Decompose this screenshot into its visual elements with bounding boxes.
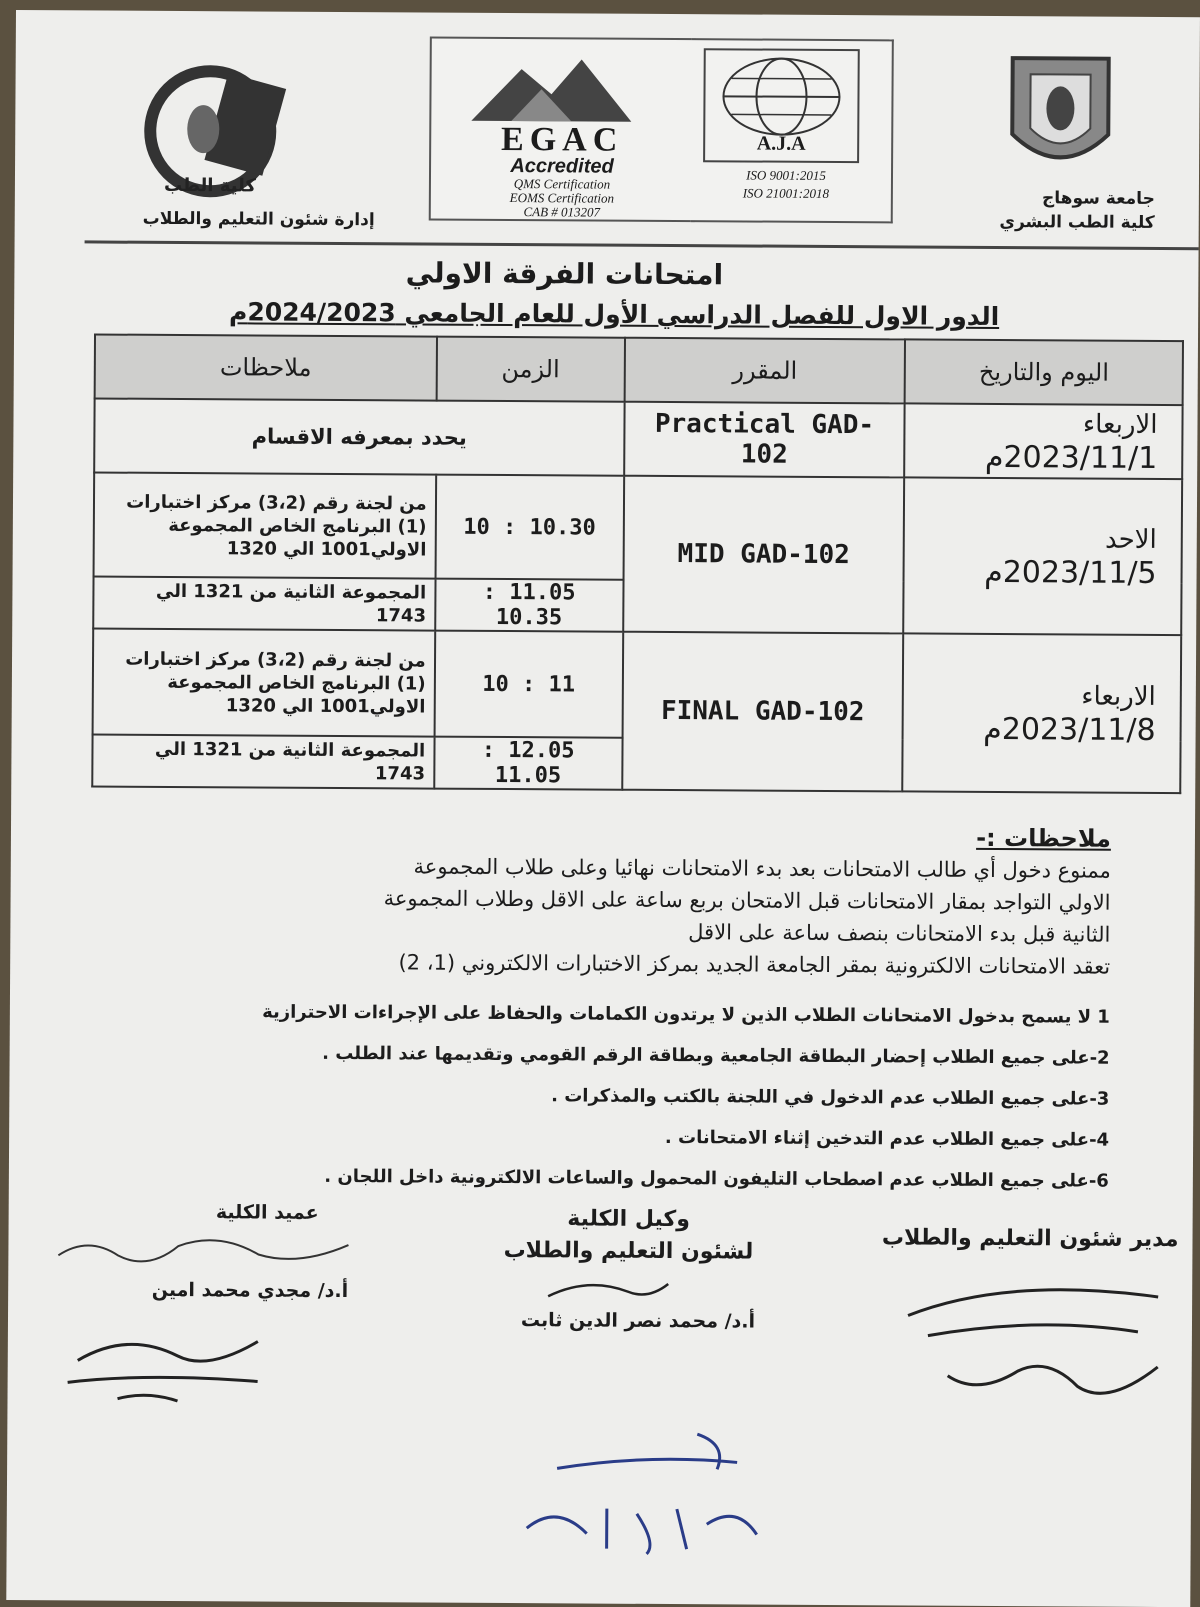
handwritten-initial-middle [538, 1271, 678, 1312]
header-notes: ملاحظات [95, 334, 437, 400]
course-cell: Practical GAD-102 [624, 402, 905, 478]
table-header-row [95, 334, 1183, 405]
aja-certification-logo: A.J.A ISO 9001:2015 ISO 21001:2018 [691, 38, 894, 223]
rule-item: 2-على جميع الطلاب إحضار البطاقة الجامعية وبطاقة الرقم القومي وتقديمها عند الطلب . [322, 1042, 1110, 1069]
time-cell: 11 : 10 [434, 631, 623, 738]
vice-dean-name: أ.د/ محمد نصر الدين ثابت [520, 1309, 756, 1333]
university-seal [1000, 46, 1121, 182]
note-line: تعقد الامتحانات الالكترونية بمقر الجامعة الجديد بمركز الاختبارات الالكتروني (1، 2) [398, 950, 1111, 979]
handwritten-signature-left [57, 1310, 278, 1411]
time-cell: 11.05 : 10.35 [435, 579, 623, 632]
table-row [93, 628, 1182, 741]
note-line: الثانية قبل بدء الامتحانات بنصف ساعة على الاقل [688, 920, 1111, 947]
dean-title: عميد الكلية [215, 1201, 319, 1224]
mountain-icon [431, 39, 694, 131]
table-row [94, 472, 1183, 583]
vice-dean-subtitle: لشئون التعليم والطلاب [503, 1238, 754, 1265]
header-course: المقرر [624, 338, 905, 404]
course-cell: MID GAD-102 [623, 476, 904, 634]
education-manager-title: مدير شئون التعليم والطلاب [881, 1225, 1179, 1253]
egac-accreditation-logo: EGAC Accredited QMS Certification EOMS Certification CAB # 013207 [429, 37, 696, 223]
university-name: جامعة سوهاج كلية الطب البشري [999, 188, 1155, 233]
vice-dean-block [478, 1203, 778, 1269]
document-page [6, 10, 1200, 1607]
note-cell: المجموعة الثانية من 1321 الي 1743 [93, 576, 435, 630]
note-line: ممنوع دخول أي طالب الامتحانات بعد بدء الامتحانات نهائيا وعلى طلاب المجموعة [413, 854, 1111, 883]
dept-name: إدارة شئون التعليم والطلاب [142, 208, 375, 231]
course-cell: FINAL GAD-102 [622, 632, 903, 792]
exam-schedule-table [91, 333, 1184, 794]
table-row [94, 398, 1182, 479]
rule-item: 4-على جميع الطلاب عدم التدخين إثناء الامتحانات . [664, 1126, 1110, 1151]
svg-text:كلية الطب: كلية الطب [163, 174, 256, 197]
header-divider [85, 240, 1199, 250]
handwritten-date-note [496, 1413, 797, 1585]
day-cell: الاربعاء 2023/11/8م [903, 633, 1182, 793]
note-cell: يحدد بمعرفه الاقسام [94, 398, 624, 475]
time-cell: 10.30 : 10 [435, 475, 624, 580]
handwritten-signature-right [887, 1255, 1188, 1427]
handwritten-note-left [48, 1225, 368, 1277]
notes-section [109, 819, 1111, 1202]
time-cell: 12.05 : 11.05 [434, 737, 622, 790]
vice-dean-title: وكيل الكلية [567, 1206, 691, 1233]
day-cell: الاربعاء 2023/11/1م [904, 403, 1182, 479]
header-day: اليوم والتاريخ [905, 339, 1183, 405]
note-line: الاولي التواجد بمقار الامتحانات قبل الامتحان بربع ساعة على الاقل وطلاب المجموعة [383, 886, 1111, 915]
note-cell: من لجنة رقم (3،2) مركز اختبارات (1) البرنامج الخاص المجموعة الاولي1001 الي 1320 [94, 472, 436, 578]
rule-item: 6-على جميع الطلاب عدم اصطحاب التليفون المحمول والساعات الالكترونية داخل اللجان . [324, 1165, 1109, 1192]
header-time: الزمن [436, 337, 624, 402]
notes-heading: ملاحظات :- [976, 823, 1112, 853]
faculty-logo [105, 59, 316, 210]
dean-name: أ.د/ مجدي محمد امين [151, 1278, 349, 1303]
note-cell: المجموعة الثانية من 1321 الي 1743 [92, 734, 434, 788]
rule-item: 1 لا يسمح بدخول الامتحانات الطلاب الذين لا يرتدون الكمامات والحفاظ على الإجراءات الاحترازية [262, 1001, 1110, 1028]
exam-subtitle: الدور الاول للفصل الدراسي الأول للعام الجامعي 2024/2023م [228, 297, 1000, 332]
day-cell: الاحد 2023/11/5م [903, 477, 1182, 635]
note-cell: من لجنة رقم (3،2) مركز اختبارات (1) البرنامج الخاص المجموعة الاولي1001 الي 1320 [93, 628, 435, 736]
rule-item: 3-على جميع الطلاب عدم الدخول في اللجنة بالكتب والمذكرات . [551, 1085, 1110, 1110]
exam-title: امتحانات الفرقة الاولي [405, 256, 724, 292]
